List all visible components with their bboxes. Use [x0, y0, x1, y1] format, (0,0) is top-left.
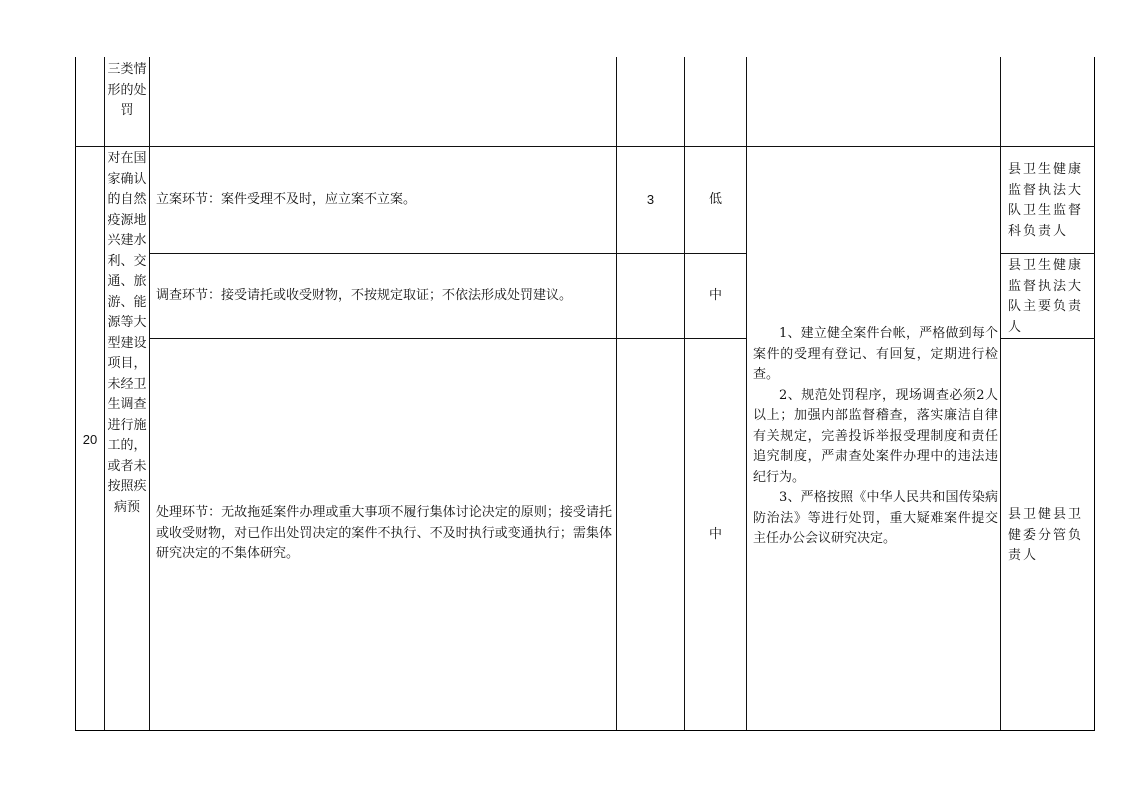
- prev-row-item-name: 三类情形的处罚: [107, 62, 147, 118]
- measure-item: 3、严格按照《中华人民共和国传染病防治法》等进行处罚，重大疑难案件提交主任办公会议研究决定。: [753, 490, 998, 546]
- row-divider: [1000, 253, 1095, 254]
- row-divider: [149, 338, 747, 339]
- row-divider: [1000, 338, 1095, 339]
- column-divider: [1000, 57, 1001, 731]
- row-divider: [75, 146, 1095, 147]
- column-divider: [149, 57, 150, 731]
- column-divider: [616, 57, 617, 731]
- column-divider: [746, 57, 747, 731]
- measure-item: 1、建立健全案件台帐，严格做到每个案件的受理有登记、有回复，定期进行检查。: [753, 326, 998, 382]
- table-border-bottom: [75, 730, 1095, 731]
- measure-item: 2、规范处罚程序，现场调查必须2人以上；加强内部监督稽查，落实廉洁自律有关规定，完善投诉举报受理制度和责任追究制度，严肃查处案件办理中的违法违纪行为。: [753, 387, 998, 485]
- column-divider: [684, 57, 685, 731]
- stage-desc-investigation: 调查环节：接受请托或收受财物，不按规定取证；不依法形成处罚建议。: [156, 288, 573, 303]
- stage-risk-level-investigation: 中: [708, 288, 722, 303]
- stage-risk-level-handling: 中: [708, 527, 722, 542]
- prevention-measures: [753, 324, 998, 550]
- stage-responsible-handling: 县卫健县卫健委分管负责人: [1008, 507, 1084, 563]
- stage-desc-handling: 处理环节：无故拖延案件办理或重大事项不履行集体讨论决定的原则；接受请托或收受财物，对已作出处罚决定的案件不执行、不及时执行或变通执行；需集体研究决定的不集体研究。: [156, 505, 612, 561]
- stage-responsible-filing: 县卫生健康监督执法大队卫生监督科负责人: [1008, 162, 1084, 239]
- table-border-left: [75, 57, 76, 731]
- row-divider: [149, 253, 747, 254]
- stage-responsible-investigation: 县卫生健康监督执法大队主要负责人: [1008, 258, 1084, 335]
- table-border-right: [1094, 57, 1095, 731]
- stage-score-filing: 3: [646, 192, 655, 207]
- stage-desc-filing: 立案环节：案件受理不及时，应立案不立案。: [156, 192, 417, 207]
- stage-risk-level-filing: 低: [708, 192, 722, 207]
- row-item-name: 对在国家确认的自然疫源地兴建水利、交通、旅游、能源等大型建设项目，未经卫生调查进行施工的，或者未按照疾病预: [107, 151, 147, 515]
- column-divider: [104, 57, 105, 731]
- row-number: 20: [82, 432, 98, 447]
